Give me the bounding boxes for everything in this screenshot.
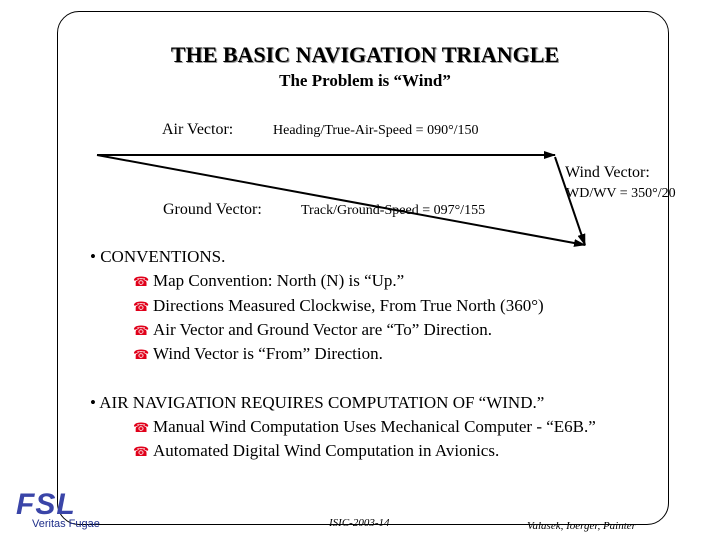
list-item: ☎ Directions Measured Clockwise, From True North (360°) bbox=[133, 296, 544, 315]
ground-vector-arrow bbox=[97, 155, 585, 245]
list-item: ☎ Map Convention: North (N) is “Up.” bbox=[133, 271, 405, 290]
footer-slide-id: ISIC-2003-14 bbox=[329, 517, 390, 529]
air-vector-value: Heading/True-Air-Speed = 090°/150 bbox=[273, 123, 479, 138]
slide-title: THE BASIC NAVIGATION TRIANGLE bbox=[170, 42, 560, 67]
fsl-logo: FSL Veritas Fugae bbox=[16, 488, 100, 530]
list-item: ☎ Manual Wind Computation Uses Mechanical Computer - “E6B.” bbox=[133, 417, 596, 436]
telephone-icon: ☎ bbox=[133, 421, 150, 436]
list-item: ☎ Automated Digital Wind Computation in Avionics. bbox=[133, 441, 500, 460]
wind-vector-value: WD/WV = 350°/20 bbox=[566, 186, 676, 201]
telephone-icon: ☎ bbox=[133, 300, 150, 315]
ground-vector-value: Track/Ground-Speed = 097°/155 bbox=[301, 203, 486, 218]
air-vector-label: Air Vector: bbox=[162, 121, 234, 138]
conventions-heading: • CONVENTIONS. bbox=[90, 247, 226, 266]
telephone-icon: ☎ bbox=[133, 275, 150, 290]
list-item: ☎ Air Vector and Ground Vector are “To” Direction. bbox=[133, 320, 493, 339]
telephone-icon: ☎ bbox=[133, 445, 150, 460]
wind-vector-label: Wind Vector: bbox=[565, 164, 650, 181]
air-navigation-heading: • AIR NAVIGATION REQUIRES COMPUTATION OF “WIND.” bbox=[90, 393, 545, 412]
telephone-icon: ☎ bbox=[133, 324, 150, 339]
footer-authors: Valasek, Ioerger, Painter bbox=[527, 520, 636, 532]
telephone-icon: ☎ bbox=[133, 348, 150, 363]
slide-subtitle: The Problem is “Wind” bbox=[279, 71, 451, 90]
list-item: ☎ Wind Vector is “From” Direction. bbox=[133, 344, 383, 363]
ground-vector-label: Ground Vector: bbox=[163, 201, 262, 218]
